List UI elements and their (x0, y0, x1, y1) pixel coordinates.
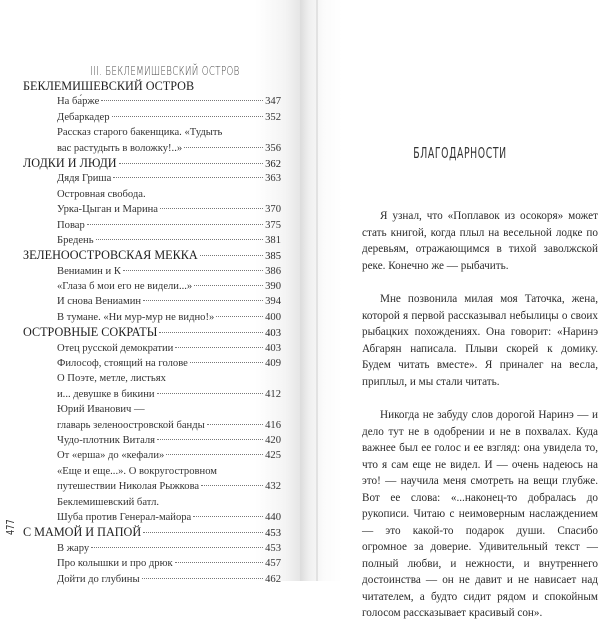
toc-page-number: 347 (265, 96, 281, 108)
toc-page-number: 403 (265, 328, 281, 340)
dot-leader (207, 424, 263, 425)
dot-leader (96, 239, 264, 240)
toc-entry (23, 495, 281, 510)
toc-title: С МАМОЙ И ПАПОЙ (23, 525, 142, 540)
page-number-wrap (4, 511, 16, 535)
toc-page-number: 362 (265, 158, 281, 170)
toc-entry (23, 310, 281, 325)
dot-leader (123, 270, 263, 271)
toc-page-number: 356 (265, 142, 281, 154)
toc-title: путешествии Николая Рыжкова (57, 481, 200, 493)
toc-entry (23, 341, 281, 356)
toc-page-number: 403 (265, 342, 281, 354)
table-of-contents (23, 79, 281, 587)
toc-page-number: 394 (265, 296, 281, 308)
part-title: III. БЕКЛЕМИШЕВСКИЙ ОСТРОВ (90, 64, 240, 78)
dot-leader (113, 177, 263, 178)
left-page (0, 0, 300, 585)
toc-entry (23, 264, 281, 279)
toc-entry (23, 279, 281, 294)
toc-page-number: 412 (265, 388, 281, 400)
toc-entry (23, 125, 281, 140)
toc-title: Бредень (57, 234, 94, 246)
toc-title: Чудо-плотник Виталя (57, 434, 156, 446)
toc-page-number: 370 (265, 204, 281, 216)
toc-title: ЛОДКИ И ЛЮДИ (23, 155, 117, 170)
toc-title: В тумане. «Ни мур-мур не видно!» (57, 311, 215, 323)
toc-title: От «ерша» до «кефали» (57, 450, 165, 462)
page-number: 477 (4, 519, 17, 535)
toc-title: И снова Вениамин (57, 296, 142, 308)
toc-entry (23, 402, 281, 417)
toc-page-number: 381 (265, 234, 281, 246)
toc-entry (23, 464, 281, 479)
dot-leader (157, 439, 263, 440)
dot-leader (142, 578, 264, 579)
dot-leader (175, 347, 263, 348)
dot-leader (193, 516, 263, 517)
paragraph: Никогда не забуду слов дорогой Наринэ — и дело тут не в одобрении и не в похвалах. Куда важнее был ее голос и ее взгляд: она увидела то, что я сам еще не видел. И — очень надеюсь на это! — научила меня смотреть на вещи глубже. Вот ее слова: «...наконец-то добралась до рукописи. Читаю с неимоверным наслаждением — это какой-то подарок души. Спасибо огромное за доверие. Удивительный текст — полный любви, и нежности, и внутреннего достоинства — он не давит и не нависает над читателем, а будто сидит рядом и спокойным голосом рассказывает красивый сон». (362, 409, 598, 619)
gutter-divider (316, 0, 318, 581)
toc-entry (23, 218, 281, 233)
toc-title: Дебаркадер (57, 111, 110, 123)
dot-leader (175, 562, 263, 563)
toc-page-number: 390 (265, 281, 281, 293)
acknowledgements-body (362, 208, 598, 639)
toc-title: Урка-Цыган и Марина (57, 204, 158, 216)
dot-leader (160, 208, 263, 209)
toc-entry (23, 479, 281, 494)
paragraph: Я узнал, что «Поплавок из осокоря» может стать книгой, когда плыл на весельной лодке по деревьям, отражающимся в тихой заволжской реке. Конечно же — рыбачить. (362, 210, 598, 272)
toc-title: и... девушке в бикини (57, 388, 155, 400)
toc-title: Философ, стоящий на голове (57, 358, 188, 370)
toc-entry (23, 418, 281, 433)
toc-title: ЗЕЛЕНООСТРОВСКАЯ МЕККА (23, 248, 198, 263)
toc-title: вас растудыть в воложку!..» (57, 142, 183, 154)
toc-page-number: 425 (265, 450, 281, 462)
toc-entry (23, 294, 281, 309)
toc-entry (23, 433, 281, 448)
toc-entry (23, 572, 281, 587)
toc-title: Отец русской демократии (57, 342, 174, 354)
dot-leader (201, 485, 263, 486)
toc-entry (23, 171, 281, 186)
dot-leader (194, 285, 263, 286)
dot-leader (143, 300, 263, 301)
toc-title: Рассказ старого бакенщика. «Тудыть (57, 127, 223, 139)
dot-leader (190, 362, 263, 363)
toc-page-number: 416 (265, 419, 281, 431)
dot-leader (112, 116, 264, 117)
acknowledgements-title: БЛАГОДАРНОСТИ (413, 144, 507, 162)
toc-entry (23, 110, 281, 125)
toc-title: «Глаза б мои его не видели...» (57, 281, 193, 293)
toc-title: Юрий Иванович — (57, 404, 145, 416)
toc-title: Вениамин и К (57, 265, 121, 277)
paragraph: Мне позвонила милая моя Таточка, жена, которой я первой рассказывал небылицы о своих рыбацких похождениях. Она говорит: «Наринэ Абгарян написала. Плыви скорей к домику. Будем читать вместе». Я приналег на весла, приплыл, и мы стали читать. (362, 293, 598, 388)
toc-entry (23, 233, 281, 248)
toc-title: О Поэте, метле, листьях (57, 373, 166, 385)
dot-leader (91, 547, 263, 548)
dot-leader (200, 255, 263, 256)
toc-page-number: 440 (265, 511, 281, 523)
toc-entry (23, 510, 281, 525)
toc-entry (23, 556, 281, 571)
dot-leader (159, 332, 263, 333)
toc-entry (23, 387, 281, 402)
toc-entry (23, 141, 281, 156)
toc-title: Про колышки и про дрюк (57, 558, 173, 570)
toc-title: БЕКЛЕМИШЕВСКИЙ ОСТРОВ (23, 79, 195, 93)
toc-page-number: 352 (265, 111, 281, 123)
toc-entry (23, 541, 281, 556)
toc-title: Повар (57, 219, 85, 231)
toc-title: Шуба против Генерал-майора (57, 511, 192, 523)
toc-page-number: 400 (265, 311, 281, 323)
dot-leader (157, 393, 264, 394)
toc-entry (23, 187, 281, 202)
toc-page-number: 420 (265, 434, 281, 446)
toc-chapter (23, 325, 281, 340)
toc-title: главарь зеленоостровской банды (57, 419, 205, 431)
toc-chapter (23, 525, 281, 540)
toc-page-number: 409 (265, 358, 281, 370)
toc-chapter (23, 156, 281, 171)
toc-title: На ба́рже (57, 96, 100, 108)
toc-title: В жару (57, 542, 90, 554)
toc-page-number: 385 (265, 251, 281, 263)
dot-leader (166, 454, 263, 455)
dot-leader (119, 163, 264, 164)
toc-title: Островная свобода. (57, 188, 146, 200)
toc-page-number: 363 (265, 173, 281, 185)
toc-title: Беклемишевский батл. (57, 496, 160, 508)
dot-leader (87, 224, 263, 225)
dot-leader (143, 532, 263, 533)
toc-title: ОСТРОВНЫЕ СОКРАТЫ (23, 325, 158, 340)
toc-title: Дойти до глубины (57, 573, 140, 585)
toc-page-number: 462 (265, 573, 281, 585)
toc-chapter (23, 79, 281, 94)
toc-entry (23, 202, 281, 217)
toc-entry (23, 371, 281, 386)
dot-leader (184, 147, 263, 148)
toc-page-number: 375 (265, 219, 281, 231)
toc-page-number: 432 (265, 481, 281, 493)
toc-page-number: 453 (265, 542, 281, 554)
toc-entry (23, 448, 281, 463)
toc-entry (23, 94, 281, 109)
dot-leader (216, 316, 263, 317)
toc-entry (23, 356, 281, 371)
dot-leader (101, 100, 263, 101)
toc-title: «Еще и еще...». О вокругостровном (57, 465, 217, 477)
toc-page-number: 386 (265, 265, 281, 277)
toc-page-number: 457 (265, 558, 281, 570)
toc-chapter (23, 248, 281, 263)
toc-page-number: 453 (265, 528, 281, 540)
toc-title: Дядя Гриша (57, 173, 112, 185)
